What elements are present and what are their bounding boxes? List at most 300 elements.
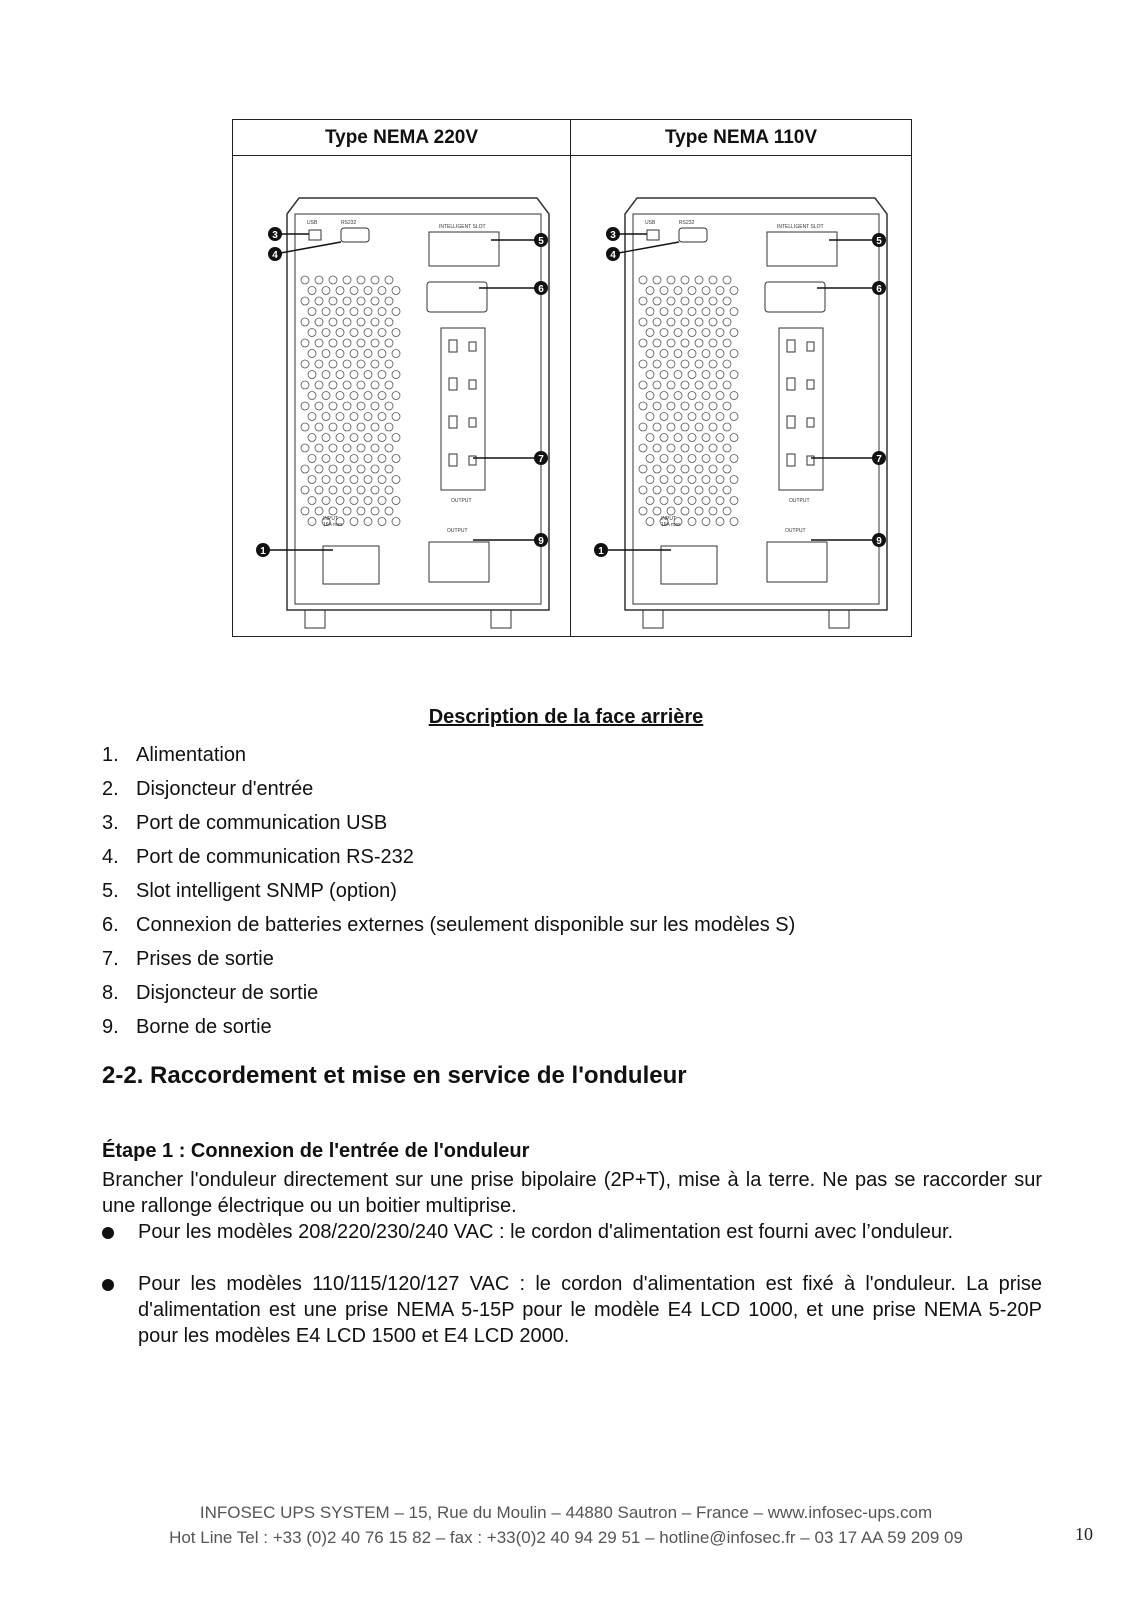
vent-hole [329,276,337,284]
vent-hole [667,444,675,452]
vent-hole [322,329,330,337]
vent-hole [378,518,386,526]
vent-hole [660,476,668,484]
input-terminal [661,546,717,584]
vent-hole [357,360,365,368]
vent-hole [688,371,696,379]
vent-hole [371,444,379,452]
page-number: 10 [1075,1524,1093,1544]
vent-hole [315,297,323,305]
section-heading: 2-2. Raccordement et mise en service de l'onduleur [102,1062,687,1089]
vent-hole [674,308,682,316]
vent-hole [674,329,682,337]
step-heading: Étape 1 : Connexion de l'entrée de l'onduleur [102,1140,530,1162]
vent-hole [660,287,668,295]
foot [305,610,325,628]
vent-hole [308,413,316,421]
vent-hole [639,276,647,284]
vent-hole [315,318,323,326]
vent-hole [709,381,717,389]
vent-hole [660,413,668,421]
callout-number: 7 [876,454,882,465]
vent-hole [723,381,731,389]
vent-hole [357,423,365,431]
intelligent-slot [767,232,837,266]
vent-hole [343,381,351,389]
vent-hole [688,392,696,400]
vent-hole [350,497,358,505]
vent-hole [653,423,661,431]
vent-hole [702,392,710,400]
outlet-strip [441,328,485,490]
vent-hole [639,318,647,326]
vent-hole [371,339,379,347]
vent-hole [723,276,731,284]
vent-hole [301,381,309,389]
vent-hole [695,360,703,368]
vent-hole [336,329,344,337]
output-terminal-label: OUTPUT [447,528,468,534]
vent-hole [350,287,358,295]
vent-hole [392,476,400,484]
vent-hole [639,297,647,305]
vent-hole [301,444,309,452]
vent-hole [364,413,372,421]
ups-rear-drawing-220v [243,170,563,630]
footer-contact: Hot Line Tel : +33 (0)2 40 76 15 82 – fax : +33(0)2 40 94 29 51 – hotline@infosec.fr – 03 17 AA 59 209 09 [169,1528,963,1547]
vent-hole [667,465,675,473]
callout-number: 9 [538,536,544,547]
vent-hole [723,423,731,431]
vent-hole [322,434,330,442]
vent-hole [723,339,731,347]
vent-hole [315,507,323,515]
vent-hole [364,497,372,505]
vent-hole [336,392,344,400]
vent-hole [688,434,696,442]
vent-hole [723,360,731,368]
vent-hole [392,434,400,442]
vent-hole [336,308,344,316]
step-body: Brancher l'onduleur directement sur une prise bipolaire (2P+T), mise à la terre. Ne pas se raccorder sur une rallonge électrique ou un boitier multiprise. [102,1169,1042,1217]
vent-hole [639,381,647,389]
vent-hole [716,413,724,421]
callout-number: 9 [876,536,882,547]
vent-hole [702,329,710,337]
vent-hole [385,507,393,515]
vent-hole [681,276,689,284]
vent-hole [695,444,703,452]
vent-hole [695,381,703,389]
vent-hole [639,444,647,452]
bullet-icon [102,1279,114,1291]
list-item: 9. Borne de sortie [102,1016,272,1038]
footer-address: INFOSEC UPS SYSTEM – 15, Rue du Moulin – 44880 Sautron – France – www.infosec-ups.com [199,1503,933,1522]
vent-hole [716,329,724,337]
vent-hole [392,518,400,526]
vent-hole [681,339,689,347]
vent-hole [322,308,330,316]
vent-hole [646,518,654,526]
usb-label: USB [645,220,656,226]
vent-hole [653,276,661,284]
vent-hole [653,507,661,515]
vent-hole [716,287,724,295]
vent-hole [357,486,365,494]
callout-leader [613,242,679,254]
vent-hole [702,287,710,295]
vent-hole [308,308,316,316]
vent-hole [723,465,731,473]
vent-hole [385,444,393,452]
vent-hole [378,497,386,505]
vent-hole [709,507,717,515]
vent-hole [329,360,337,368]
vent-hole [653,339,661,347]
vent-hole [688,308,696,316]
vent-hole [709,339,717,347]
vent-hole [378,455,386,463]
vent-hole [674,350,682,358]
vent-hole [378,350,386,358]
bullet-item: Pour les modèles 110/115/120/127 VAC : le cordon d'alimentation est fixé à l'onduleur. La prise d'alimentation est une prise NEMA 5-15P pour le modèle E4 LCD 1000, et une prise NEMA 5-20P pour les modèles E4 LCD 1500 et E4 LCD 2000. [102,1271,1042,1349]
vent-hole [322,392,330,400]
header-nema-110v: Type NEMA 110V [571,120,912,156]
usb-port-icon [647,230,659,240]
vent-hole [639,402,647,410]
list-item: 3. Port de communication USB [102,812,388,834]
vent-hole [392,329,400,337]
vent-hole [681,318,689,326]
vent-hole [385,297,393,305]
vent-hole [646,329,654,337]
vent-hole [730,329,738,337]
vent-hole [301,465,309,473]
vent-hole [357,402,365,410]
battery-connector [427,282,487,312]
vent-hole [716,455,724,463]
callout-leader [275,242,341,254]
vent-hole [681,507,689,515]
vent-hole [315,423,323,431]
output-label: OUTPUT [451,498,472,504]
vent-hole [357,381,365,389]
battery-connector [765,282,825,312]
vent-hole [357,297,365,305]
vent-hole [329,486,337,494]
vent-hole [329,444,337,452]
vent-hole [308,434,316,442]
vent-hole [688,476,696,484]
header-nema-220v: Type NEMA 220V [233,120,571,156]
vent-hole [357,276,365,284]
vent-hole [681,423,689,431]
list-item: 4. Port de communication RS-232 [102,846,414,868]
slot-label: INTELLIGENT SLOT [439,224,486,230]
vent-hole [646,413,654,421]
vent-hole [357,444,365,452]
vent-hole [639,507,647,515]
vent-hole [378,434,386,442]
vent-hole [308,518,316,526]
vent-hole [688,455,696,463]
vent-hole [702,413,710,421]
vent-hole [667,276,675,284]
vent-hole [336,497,344,505]
list-item: 1. Alimentation [102,744,247,766]
ups-rear-110v [571,156,912,637]
ups-rear-220v [233,156,571,637]
vent-hole [343,339,351,347]
vent-hole [343,318,351,326]
vent-hole [709,486,717,494]
input-terminal [323,546,379,584]
rear-panel-legend [102,738,795,1044]
vent-hole [688,413,696,421]
vent-hole [646,308,654,316]
vent-hole [322,476,330,484]
vent-hole [716,476,724,484]
vent-hole [336,371,344,379]
vent-hole [716,308,724,316]
vent-hole [730,455,738,463]
output-label: OUTPUT [789,498,810,504]
vent-hole [639,465,647,473]
vent-hole [378,329,386,337]
vent-hole [322,413,330,421]
vent-hole [364,434,372,442]
vent-hole [329,507,337,515]
vent-hole [674,371,682,379]
vent-hole [653,444,661,452]
vent-hole [646,350,654,358]
foot [491,610,511,628]
vent-hole [378,371,386,379]
vent-hole [730,287,738,295]
vent-hole [385,381,393,389]
vent-hole [702,350,710,358]
vent-hole [322,350,330,358]
vent-hole [702,518,710,526]
vent-hole [350,434,358,442]
vent-hole [667,297,675,305]
foot [643,610,663,628]
rs232-label: RS232 [679,220,695,226]
vent-hole [674,476,682,484]
rs232-port-icon [341,228,369,242]
vent-hole [315,360,323,368]
vent-hole [646,497,654,505]
vent-hole [301,297,309,305]
vent-hole [357,465,365,473]
vent-hole [315,276,323,284]
vent-hole [371,507,379,515]
vent-hole [315,465,323,473]
vent-hole [378,476,386,484]
vent-hole [350,350,358,358]
vent-hole [315,486,323,494]
input-sub-label: 16A max [661,522,681,528]
vent-hole [688,329,696,337]
vent-hole [343,507,351,515]
vent-hole [371,486,379,494]
vent-hole [343,402,351,410]
list-item: 7. Prises de sortie [102,948,274,970]
vent-hole [653,381,661,389]
vent-hole [301,339,309,347]
vent-hole [646,287,654,295]
vent-hole [653,360,661,368]
vent-hole [364,371,372,379]
vent-hole [364,350,372,358]
vent-hole [646,476,654,484]
vent-hole [392,350,400,358]
vent-hole [646,392,654,400]
vent-hole [385,486,393,494]
vent-hole [709,423,717,431]
vent-hole [364,455,372,463]
vent-hole [336,476,344,484]
vent-hole [709,297,717,305]
vent-hole [315,402,323,410]
vent-hole [639,339,647,347]
vent-hole [681,465,689,473]
vent-hole [301,360,309,368]
vent-hole [730,308,738,316]
vent-hole [378,392,386,400]
intelligent-slot [429,232,499,266]
vent-hole [709,402,717,410]
vent-hole [674,497,682,505]
vent-hole [385,339,393,347]
vent-hole [730,350,738,358]
vent-hole [385,318,393,326]
vent-hole [695,465,703,473]
usb-label: USB [307,220,318,226]
vent-hole [308,350,316,358]
foot [829,610,849,628]
vent-hole [315,444,323,452]
vent-hole [371,318,379,326]
callout-number: 3 [610,230,616,241]
vent-hole [695,423,703,431]
vent-hole [653,402,661,410]
vent-hole [695,402,703,410]
vent-hole [385,423,393,431]
vent-hole [385,276,393,284]
vent-hole [716,350,724,358]
callout-number: 6 [538,284,544,295]
vent-hole [667,360,675,368]
vent-hole [674,413,682,421]
vent-hole [667,507,675,515]
vent-hole [695,318,703,326]
vent-hole [343,444,351,452]
vent-hole [329,423,337,431]
callout-number: 5 [876,236,882,247]
vent-hole [667,381,675,389]
list-item: 2. Disjoncteur d'entrée [102,778,314,800]
vent-hole [308,392,316,400]
vent-hole [343,276,351,284]
callout-number: 5 [538,236,544,247]
callout-number: 4 [272,250,278,261]
vent-hole [674,392,682,400]
callout-number: 6 [876,284,882,295]
vent-hole [392,455,400,463]
vent-hole [301,402,309,410]
vent-hole [674,434,682,442]
vent-hole [730,518,738,526]
vent-hole [688,350,696,358]
vent-hole [723,507,731,515]
vent-hole [723,486,731,494]
vent-hole [378,413,386,421]
ups-rear-drawing-110v [581,170,911,630]
vent-hole [378,287,386,295]
vent-hole [392,413,400,421]
vent-hole [723,402,731,410]
rear-panel-figure [232,119,912,637]
vent-hole [385,465,393,473]
output-terminal [429,542,489,582]
vent-hole [702,308,710,316]
vent-hole [653,297,661,305]
bullet-item: Pour les modèles 208/220/230/240 VAC : le cordon d'alimentation est fourni avec l’onduleur. [102,1219,1042,1245]
vent-hole [653,486,661,494]
vent-hole [336,455,344,463]
vent-hole [639,360,647,368]
vent-hole [667,486,675,494]
vent-hole [716,371,724,379]
vent-hole [660,350,668,358]
vent-hole [371,360,379,368]
vent-hole [660,455,668,463]
vent-hole [392,497,400,505]
vent-hole [660,308,668,316]
vent-hole [371,465,379,473]
callout-number: 3 [272,230,278,241]
rs232-label: RS232 [341,220,357,226]
vent-hole [308,329,316,337]
vent-hole [371,381,379,389]
vent-hole [695,486,703,494]
vent-hole [343,423,351,431]
vent-hole [343,297,351,305]
vent-hole [301,423,309,431]
vent-hole [695,507,703,515]
callout-number: 1 [598,546,604,557]
figure-caption: Description de la face arrière [428,706,704,728]
vent-hole [716,518,724,526]
vent-hole [702,476,710,484]
list-item: 8. Disjoncteur de sortie [102,982,319,1004]
vent-hole [646,371,654,379]
vent-hole [688,497,696,505]
vent-hole [308,455,316,463]
vent-hole [301,276,309,284]
vent-hole [308,497,316,505]
vent-hole [392,371,400,379]
callout-number: 4 [610,250,616,261]
vent-hole [392,287,400,295]
vent-hole [315,381,323,389]
vent-hole [322,287,330,295]
vent-hole [357,339,365,347]
vent-hole [336,434,344,442]
vent-hole [667,402,675,410]
vent-hole [695,297,703,305]
